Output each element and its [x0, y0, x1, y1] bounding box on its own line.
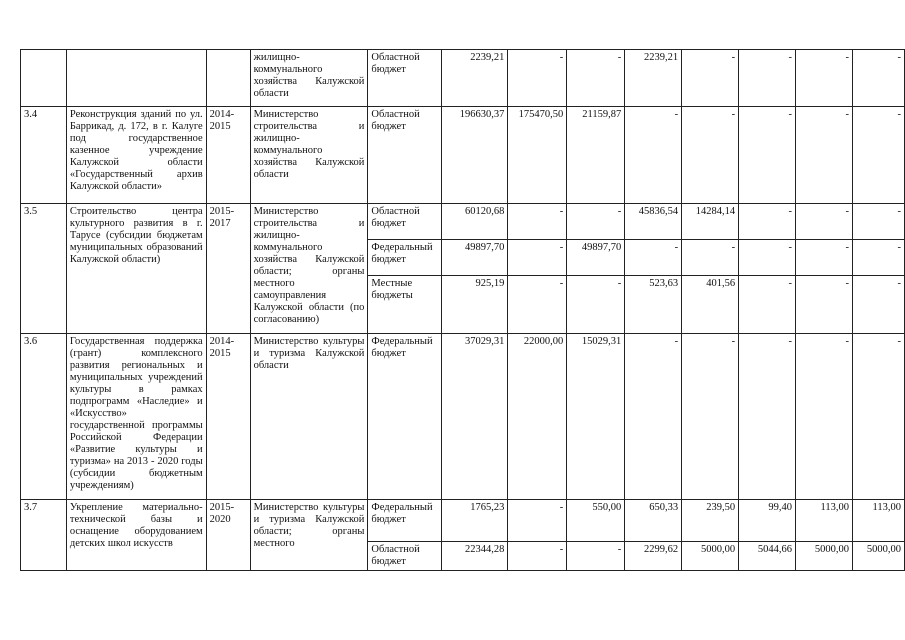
responsible-executor: Министерство строительства и жилищно-коммунального хозяйства Калужской области: [250, 107, 368, 204]
funding-total: 1765,23: [442, 500, 508, 542]
funding-source: Областной бюджет: [368, 204, 442, 240]
funding-year-value: -: [508, 240, 567, 276]
funding-year-value: 650,33: [625, 500, 682, 542]
funding-source: Федеральный бюджет: [368, 500, 442, 542]
funding-year-value: -: [739, 107, 796, 204]
funding-year-value: -: [567, 50, 625, 107]
row-number: 3.6: [21, 334, 67, 500]
measure-name: Государственная поддержка (грант) комплексного развития региональных и муниципальных учреждений культуры в рамках подпрограмм «Наследие» и «Искусство» государственной программы Российской Федерации «Развитие культуры и туризма» на 2013 - 2020 годы (субсидии бюджетным учреждениям): [66, 334, 206, 500]
implementation-years: 2014-2015: [206, 334, 250, 500]
funding-year-value: -: [508, 276, 567, 334]
row-number: 3.4: [21, 107, 67, 204]
funding-year-value: 113,00: [852, 500, 904, 542]
funding-year-value: -: [852, 204, 904, 240]
funding-year-value: 5000,00: [682, 542, 739, 571]
measure-name: Строительство центра культурного развития в г. Тарусе (субсидии бюджетам муниципальных образований Калужской области): [66, 204, 206, 334]
table-row: [21, 50, 905, 107]
funding-total: 37029,31: [442, 334, 508, 500]
funding-total: 925,19: [442, 276, 508, 334]
funding-year-value: -: [852, 107, 904, 204]
funding-year-value: 113,00: [796, 500, 853, 542]
funding-year-value: -: [739, 50, 796, 107]
row-number: [21, 50, 67, 107]
funding-year-value: -: [852, 334, 904, 500]
table-row: [21, 204, 905, 240]
table-row: [21, 500, 905, 542]
measure-name: Укрепление материально-технической базы и оснащение оборудованием детских школ искусств: [66, 500, 206, 571]
funding-year-value: 2239,21: [625, 50, 682, 107]
table-row: [21, 107, 905, 204]
responsible-executor: Министерство культуры и туризма Калужской области; органы местного: [250, 500, 368, 571]
funding-year-value: -: [739, 276, 796, 334]
funding-year-value: -: [739, 334, 796, 500]
funding-year-value: -: [625, 334, 682, 500]
funding-year-value: -: [625, 107, 682, 204]
measure-name: [66, 50, 206, 107]
funding-year-value: -: [508, 204, 567, 240]
funding-year-value: 15029,31: [567, 334, 625, 500]
funding-year-value: -: [796, 276, 853, 334]
funding-source: Областной бюджет: [368, 542, 442, 571]
funding-year-value: -: [852, 276, 904, 334]
funding-year-value: 22000,00: [508, 334, 567, 500]
funding-year-value: -: [739, 204, 796, 240]
funding-year-value: 99,40: [739, 500, 796, 542]
funding-year-value: -: [567, 276, 625, 334]
funding-year-value: -: [796, 50, 853, 107]
funding-year-value: -: [508, 500, 567, 542]
row-number: 3.7: [21, 500, 67, 571]
funding-total: 2239,21: [442, 50, 508, 107]
funding-year-value: -: [682, 334, 739, 500]
measure-name: Реконструкция зданий по ул. Баррикад, д. 172, в г. Калуге под государственное казенное учреждение Калужской области «Государственный архив Калужской области»: [66, 107, 206, 204]
funding-source: Федеральный бюджет: [368, 334, 442, 500]
funding-year-value: 45836,54: [625, 204, 682, 240]
funding-year-value: -: [508, 542, 567, 571]
table-row: [21, 334, 905, 500]
implementation-years: [206, 50, 250, 107]
funding-source: Областной бюджет: [368, 107, 442, 204]
funding-total: 196630,37: [442, 107, 508, 204]
funding-year-value: -: [796, 334, 853, 500]
funding-year-value: -: [508, 50, 567, 107]
funding-year-value: 49897,70: [567, 240, 625, 276]
funding-total: 60120,68: [442, 204, 508, 240]
funding-year-value: 2299,62: [625, 542, 682, 571]
implementation-years: 2015-2020: [206, 500, 250, 571]
program-table: [20, 49, 905, 571]
funding-source: Областной бюджет: [368, 50, 442, 107]
funding-year-value: -: [796, 204, 853, 240]
funding-year-value: 401,56: [682, 276, 739, 334]
funding-total: 22344,28: [442, 542, 508, 571]
funding-year-value: -: [852, 240, 904, 276]
row-number: 3.5: [21, 204, 67, 334]
funding-year-value: 14284,14: [682, 204, 739, 240]
funding-year-value: 21159,87: [567, 107, 625, 204]
funding-source: Федеральный бюджет: [368, 240, 442, 276]
funding-year-value: -: [682, 107, 739, 204]
funding-source: Местные бюджеты: [368, 276, 442, 334]
funding-year-value: 550,00: [567, 500, 625, 542]
responsible-executor: Министерство культуры и туризма Калужской области: [250, 334, 368, 500]
implementation-years: 2015-2017: [206, 204, 250, 334]
responsible-executor: Министерство строительства и жилищно-коммунального хозяйства Калужской области; органы местного самоуправления Калужской области (по согласованию): [250, 204, 368, 334]
funding-year-value: 239,50: [682, 500, 739, 542]
funding-year-value: 175470,50: [508, 107, 567, 204]
funding-year-value: -: [625, 240, 682, 276]
implementation-years: 2014-2015: [206, 107, 250, 204]
funding-year-value: -: [852, 50, 904, 107]
responsible-executor: жилищно-коммунального хозяйства Калужской области: [250, 50, 368, 107]
funding-year-value: 523,63: [625, 276, 682, 334]
funding-year-value: 5000,00: [796, 542, 853, 571]
funding-year-value: -: [796, 107, 853, 204]
funding-year-value: -: [739, 240, 796, 276]
funding-year-value: -: [682, 240, 739, 276]
funding-year-value: -: [567, 204, 625, 240]
funding-total: 49897,70: [442, 240, 508, 276]
funding-year-value: -: [682, 50, 739, 107]
funding-year-value: -: [567, 542, 625, 571]
funding-year-value: -: [796, 240, 853, 276]
funding-year-value: 5000,00: [852, 542, 904, 571]
funding-year-value: 5044,66: [739, 542, 796, 571]
